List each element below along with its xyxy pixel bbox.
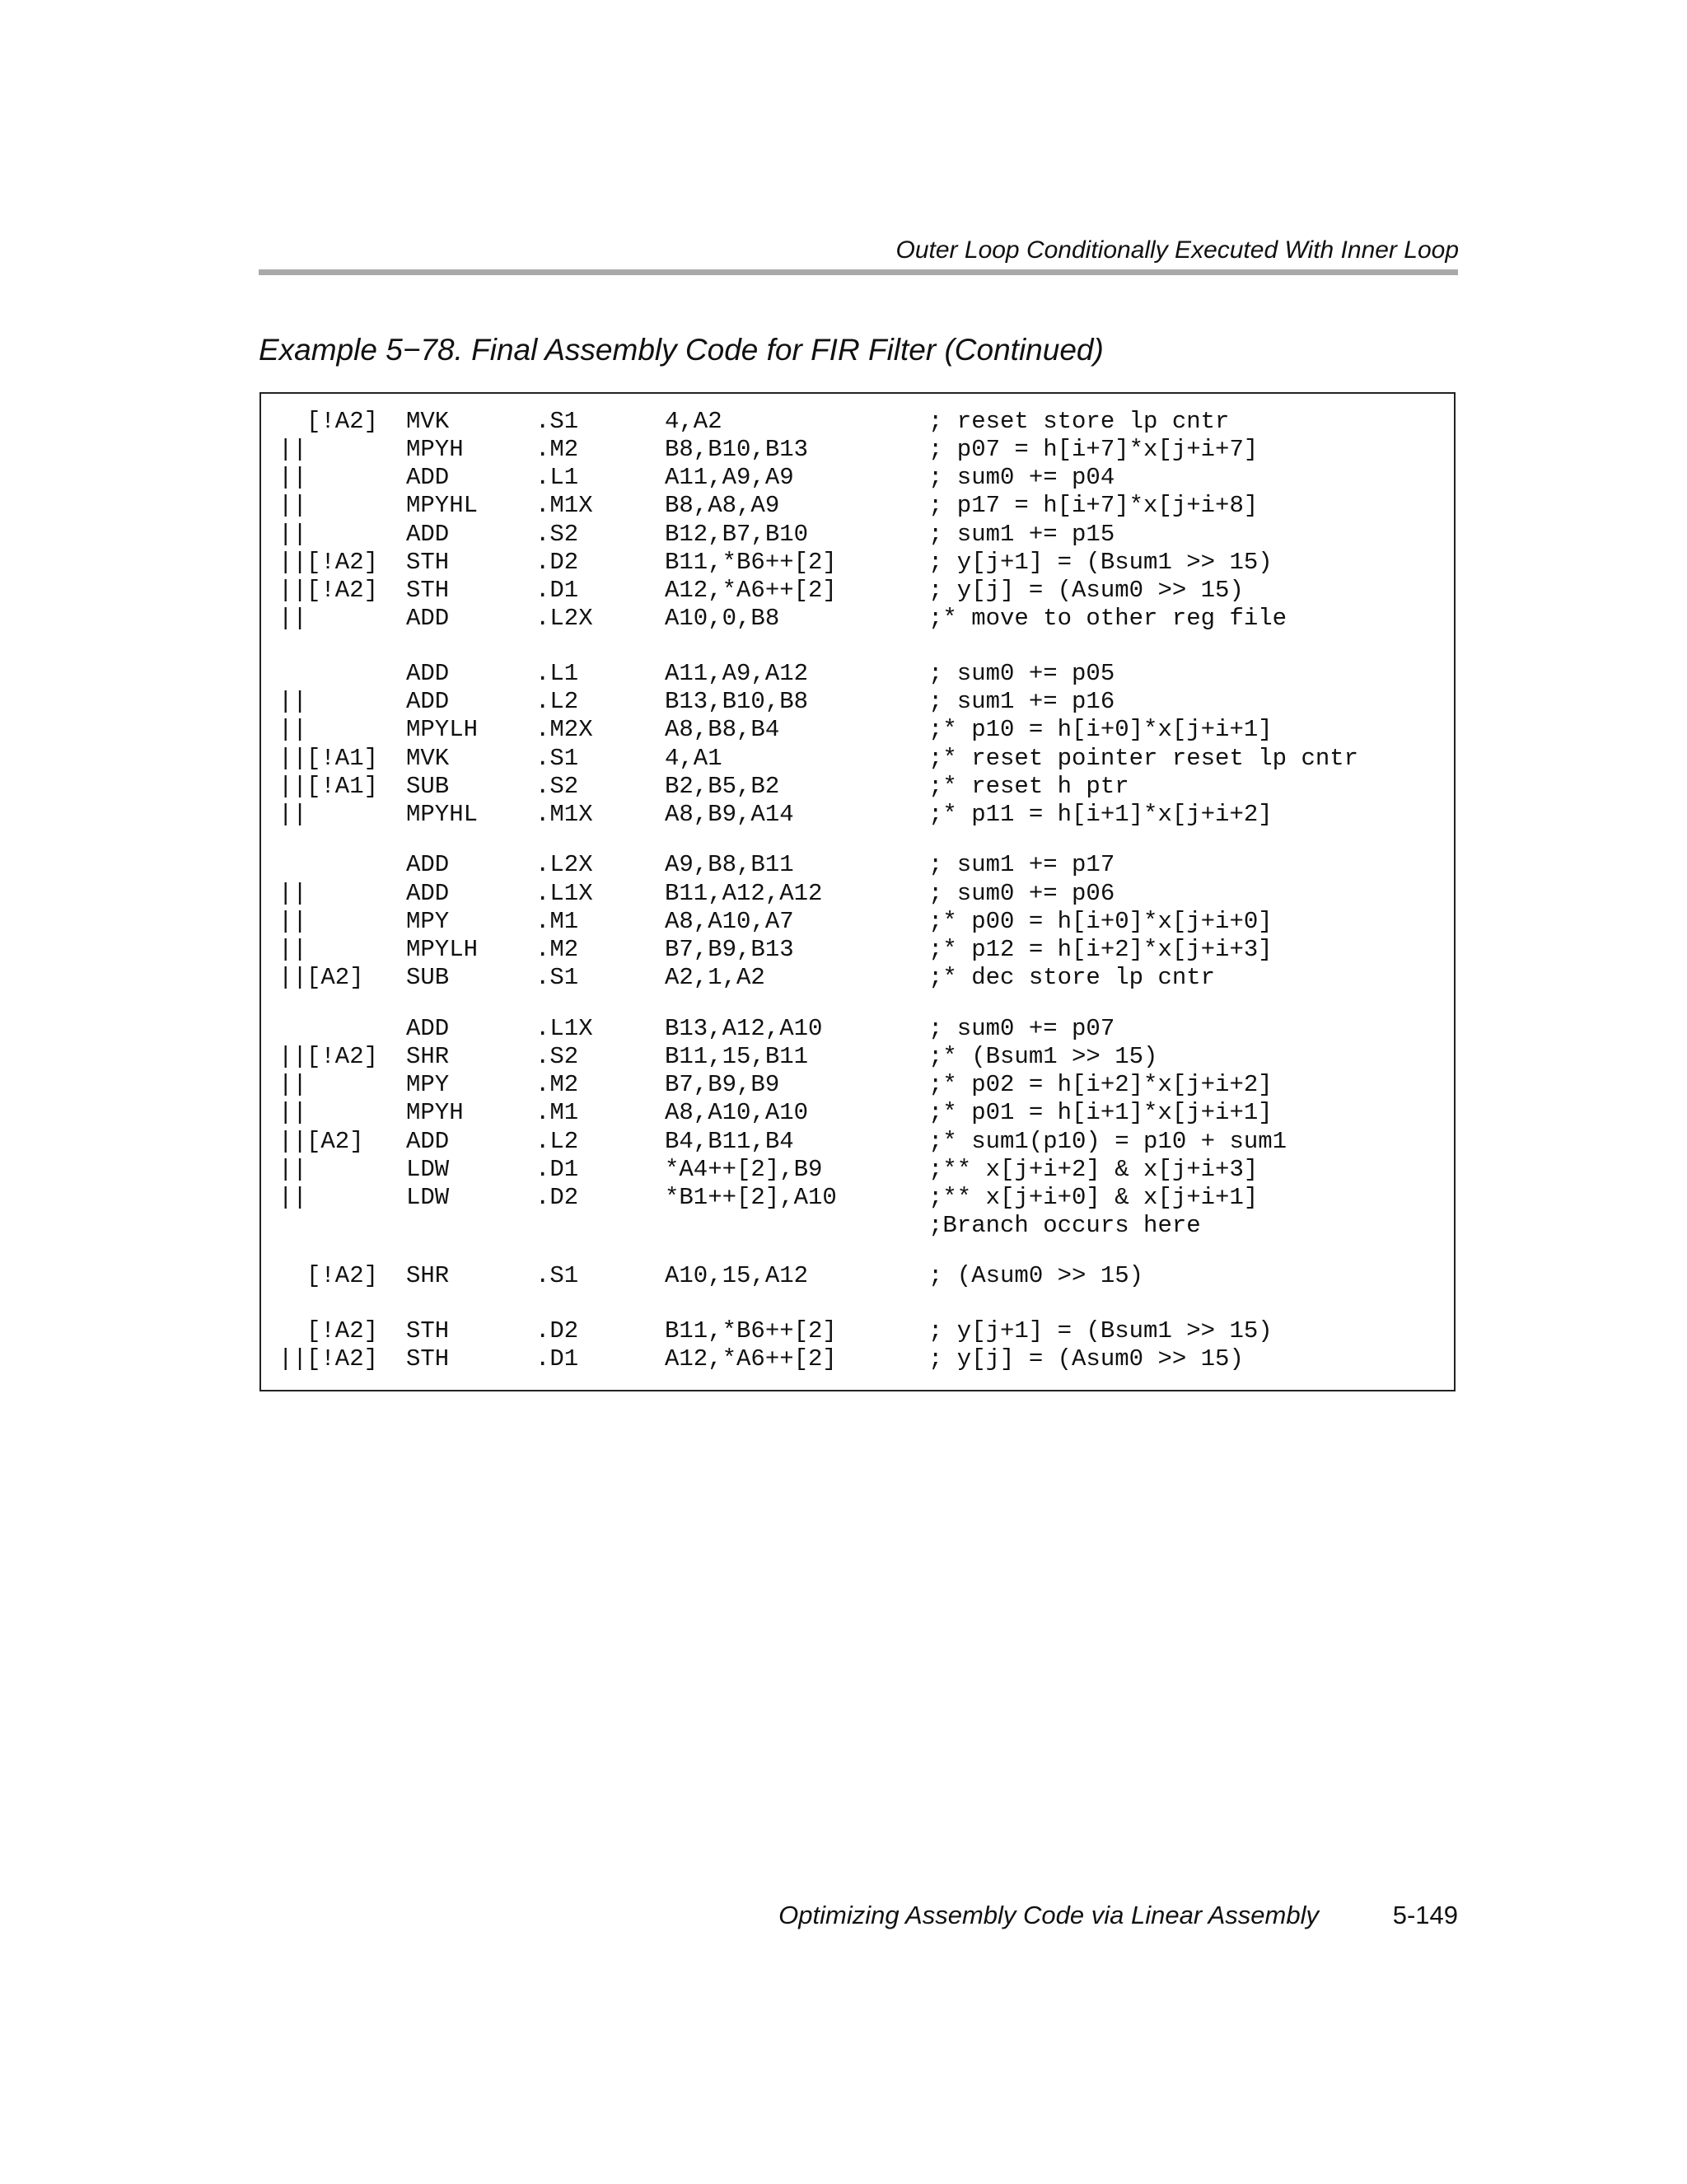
parallel-marker: ||	[278, 1043, 307, 1070]
code-comment: ;* sum1(p10) = p10 + sum1	[928, 1128, 1287, 1155]
functional-unit: .D1	[535, 1156, 579, 1183]
parallel-marker: ||	[278, 1156, 307, 1183]
operands: A8,A10,A7	[665, 908, 794, 935]
code-comment: ; sum0 += p04	[928, 464, 1115, 491]
parallel-marker: ||	[278, 1128, 307, 1155]
opcode: MPYHL	[406, 801, 479, 828]
condition: [A2]	[306, 964, 364, 991]
code-comment: ; y[j] = (Asum0 >> 15)	[928, 577, 1244, 604]
code-comment: ;* p02 = h[i+2]*x[j+i+2]	[928, 1071, 1273, 1098]
parallel-marker: ||	[278, 1184, 307, 1211]
footer-title: Optimizing Assembly Code via Linear Assembly	[778, 1901, 1319, 1929]
operands: B8,A8,A9	[665, 492, 780, 519]
opcode: MVK	[406, 745, 450, 772]
functional-unit: .D2	[535, 1317, 579, 1345]
example-title: Example 5−78. Final Assembly Code for FIR Filter (Continued)	[259, 333, 1104, 367]
opcode: MPYH	[406, 1099, 464, 1126]
code-comment: ; p17 = h[i+7]*x[j+i+8]	[928, 492, 1259, 519]
code-comment: ; p07 = h[i+7]*x[j+i+7]	[928, 436, 1259, 463]
operands: A8,A10,A10	[665, 1099, 809, 1126]
condition: [!A1]	[306, 773, 379, 800]
opcode: SUB	[406, 964, 450, 991]
functional-unit: .M2	[535, 936, 579, 963]
operands: B11,*B6++[2]	[665, 549, 837, 576]
operands: B12,B7,B10	[665, 521, 809, 548]
opcode: SHR	[406, 1262, 450, 1289]
functional-unit: .M2	[535, 1071, 579, 1098]
opcode: STH	[406, 1345, 450, 1373]
operands: B11,15,B11	[665, 1043, 809, 1070]
opcode: STH	[406, 549, 450, 576]
page-number: 5-149	[1392, 1901, 1458, 1929]
functional-unit: .S1	[535, 964, 579, 991]
operands: A10,15,A12	[665, 1262, 809, 1289]
opcode: ADD	[406, 880, 450, 907]
code-comment: ;* reset h ptr	[928, 773, 1129, 800]
functional-unit: .L1X	[535, 1015, 593, 1042]
functional-unit: .S1	[535, 1262, 579, 1289]
parallel-marker: ||	[278, 801, 307, 828]
code-comment: ;* p10 = h[i+0]*x[j+i+1]	[928, 716, 1273, 743]
parallel-marker: ||	[278, 745, 307, 772]
operands: B7,B9,B9	[665, 1071, 780, 1098]
parallel-marker: ||	[278, 605, 307, 632]
code-comment: ; sum1 += p15	[928, 521, 1115, 548]
operands: B13,B10,B8	[665, 688, 809, 715]
opcode: LDW	[406, 1156, 450, 1183]
parallel-marker: ||	[278, 964, 307, 991]
condition: [!A2]	[306, 577, 379, 604]
parallel-marker: ||	[278, 436, 307, 463]
functional-unit: .M1	[535, 1099, 579, 1126]
functional-unit: .M2	[535, 436, 579, 463]
parallel-marker: ||	[278, 577, 307, 604]
code-comment: ;** x[j+i+0] & x[j+i+1]	[928, 1184, 1259, 1211]
operands: 4,A2	[665, 408, 722, 435]
code-listing	[259, 392, 1456, 1391]
code-comment: ; reset store lp cntr	[928, 408, 1230, 435]
code-comment: ; sum0 += p05	[928, 660, 1115, 687]
opcode: ADD	[406, 521, 450, 548]
functional-unit: .M2X	[535, 716, 593, 743]
parallel-marker: ||	[278, 549, 307, 576]
opcode: STH	[406, 1317, 450, 1345]
operands: A11,A9,A12	[665, 660, 809, 687]
code-comment: ;* (Bsum1 >> 15)	[928, 1043, 1158, 1070]
functional-unit: .L2	[535, 1128, 579, 1155]
operands: B8,B10,B13	[665, 436, 809, 463]
opcode: ADD	[406, 660, 450, 687]
operands: B11,A12,A12	[665, 880, 823, 907]
parallel-marker: ||	[278, 464, 307, 491]
functional-unit: .D1	[535, 1345, 579, 1373]
opcode: STH	[406, 577, 450, 604]
condition: [!A2]	[306, 1345, 379, 1373]
functional-unit: .D1	[535, 577, 579, 604]
operands: *B1++[2],A10	[665, 1184, 837, 1211]
parallel-marker: ||	[278, 688, 307, 715]
operands: B4,B11,B4	[665, 1128, 794, 1155]
opcode: ADD	[406, 605, 450, 632]
parallel-marker: ||	[278, 1099, 307, 1126]
parallel-marker: ||	[278, 1071, 307, 1098]
opcode: ADD	[406, 1015, 450, 1042]
header-rule	[259, 269, 1458, 275]
operands: 4,A1	[665, 745, 722, 772]
operands: B2,B5,B2	[665, 773, 780, 800]
code-comment: ; sum0 += p06	[928, 880, 1115, 907]
opcode: SUB	[406, 773, 450, 800]
code-comment: ;Branch occurs here	[928, 1212, 1201, 1239]
code-comment: ;* p00 = h[i+0]*x[j+i+0]	[928, 908, 1273, 935]
operands: A12,*A6++[2]	[665, 577, 837, 604]
parallel-marker: ||	[278, 880, 307, 907]
operands: *A4++[2],B9	[665, 1156, 823, 1183]
condition: [!A2]	[306, 1317, 379, 1345]
opcode: LDW	[406, 1184, 450, 1211]
opcode: ADD	[406, 688, 450, 715]
parallel-marker: ||	[278, 773, 307, 800]
code-comment: ; sum1 += p16	[928, 688, 1115, 715]
operands: A10,0,B8	[665, 605, 780, 632]
functional-unit: .M1X	[535, 801, 593, 828]
operands: B13,A12,A10	[665, 1015, 823, 1042]
opcode: MPYLH	[406, 936, 479, 963]
operands: A8,B8,B4	[665, 716, 780, 743]
parallel-marker: ||	[278, 492, 307, 519]
opcode: ADD	[406, 851, 450, 878]
opcode: MPY	[406, 908, 450, 935]
code-comment: ;* p12 = h[i+2]*x[j+i+3]	[928, 936, 1273, 963]
functional-unit: .L2	[535, 688, 579, 715]
code-comment: ; sum1 += p17	[928, 851, 1115, 878]
opcode: MVK	[406, 408, 450, 435]
code-comment: ; (Asum0 >> 15)	[928, 1262, 1144, 1289]
condition: [!A2]	[306, 408, 379, 435]
parallel-marker: ||	[278, 1345, 307, 1373]
operands: B11,*B6++[2]	[665, 1317, 837, 1345]
code-comment: ;* reset pointer reset lp cntr	[928, 745, 1359, 772]
parallel-marker: ||	[278, 936, 307, 963]
functional-unit: .D2	[535, 1184, 579, 1211]
parallel-marker: ||	[278, 908, 307, 935]
opcode: MPY	[406, 1071, 450, 1098]
functional-unit: .L1	[535, 660, 579, 687]
functional-unit: .S2	[535, 521, 579, 548]
functional-unit: .L2X	[535, 605, 593, 632]
code-comment: ; y[j+1] = (Bsum1 >> 15)	[928, 549, 1273, 576]
opcode: ADD	[406, 464, 450, 491]
opcode: MPYH	[406, 436, 464, 463]
functional-unit: .M1X	[535, 492, 593, 519]
condition: [!A2]	[306, 549, 379, 576]
running-head: Outer Loop Conditionally Executed With Inner Loop	[895, 236, 1459, 264]
parallel-marker: ||	[278, 521, 307, 548]
parallel-marker: ||	[278, 716, 307, 743]
code-comment: ;** x[j+i+2] & x[j+i+3]	[928, 1156, 1259, 1183]
condition: [!A2]	[306, 1262, 379, 1289]
condition: [!A1]	[306, 745, 379, 772]
code-comment: ;* p01 = h[i+1]*x[j+i+1]	[928, 1099, 1273, 1126]
code-comment: ; y[j+1] = (Bsum1 >> 15)	[928, 1317, 1273, 1345]
operands: A12,*A6++[2]	[665, 1345, 837, 1373]
code-comment: ; y[j] = (Asum0 >> 15)	[928, 1345, 1244, 1373]
code-comment: ;* p11 = h[i+1]*x[j+i+2]	[928, 801, 1273, 828]
condition: [A2]	[306, 1128, 364, 1155]
functional-unit: .S1	[535, 745, 579, 772]
operands: A2,1,A2	[665, 964, 765, 991]
opcode: SHR	[406, 1043, 450, 1070]
operands: A9,B8,B11	[665, 851, 794, 878]
functional-unit: .M1	[535, 908, 579, 935]
condition: [!A2]	[306, 1043, 379, 1070]
opcode: MPYHL	[406, 492, 479, 519]
functional-unit: .S2	[535, 773, 579, 800]
opcode: ADD	[406, 1128, 450, 1155]
functional-unit: .L2X	[535, 851, 593, 878]
functional-unit: .L1	[535, 464, 579, 491]
operands: A8,B9,A14	[665, 801, 794, 828]
code-comment: ;* move to other reg file	[928, 605, 1287, 632]
operands: A11,A9,A9	[665, 464, 794, 491]
functional-unit: .S1	[535, 408, 579, 435]
opcode: MPYLH	[406, 716, 479, 743]
operands: B7,B9,B13	[665, 936, 794, 963]
code-comment: ;* dec store lp cntr	[928, 964, 1216, 991]
functional-unit: .L1X	[535, 880, 593, 907]
functional-unit: .D2	[535, 549, 579, 576]
code-comment: ; sum0 += p07	[928, 1015, 1115, 1042]
functional-unit: .S2	[535, 1043, 579, 1070]
